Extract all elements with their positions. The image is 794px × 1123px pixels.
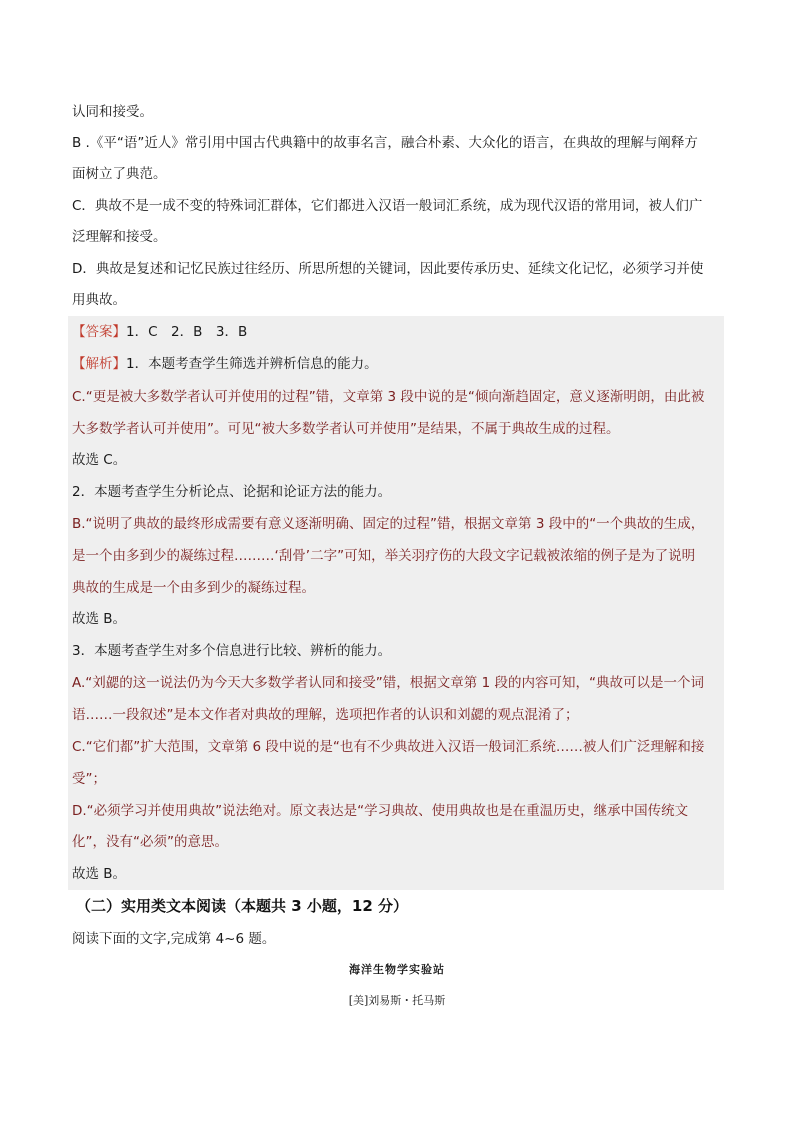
option-a-tail: 认同和接受。 [72,104,153,120]
q1-c-line1: C.“更是被大多数学者认可并使用的过程”错，文章第 3 段中说的是“倾向渐趋固定，意义逐渐明朗，由此被 [72,389,705,405]
q3-d-line2: 化”，没有“必须”的意思。 [72,834,228,850]
q2-b-line1: B.“说明了典故的最终形成需要有意义逐渐明确、固定的过程”错，根据文章第 3 段中的“一个典故的生成， [72,516,705,532]
answer-line [72,322,722,342]
q3-a-line2: 语……一段叙述”是本文作者对典故的理解，选项把作者的认识和刘勰的观点混淆了； [72,707,579,723]
analysis-label: 【解析】 [72,356,126,372]
q2-b-line3: 典故的生成是一个由多到少的凝练过程。 [72,580,315,596]
analysis-line [72,354,722,374]
q3-c-line2: 受”； [72,771,106,787]
q3-a-line1: A.“刘勰的这一说法仍为今天大多数学者认同和接受”错，根据文章第 1 段的内容可知，“典故可以是一个词 [72,675,704,691]
option-c-line2: 泛理解和接受。 [72,229,167,245]
article-title: 海洋生物学实验站 [349,963,445,976]
option-b-line1: B .《平“语”近人》常引用中国古代典籍中的故事名言，融合朴素、大众化的语言，在典故的理解与阐释方 [72,135,698,151]
q2-intro: 2．本题考查学生分析论点、论据和论证方法的能力。 [72,484,392,500]
q3-choice: 故选 B。 [72,866,127,882]
q1-choice: 故选 C。 [72,452,127,468]
q3-c-line1: C.“它们都”扩大范围，文章第 6 段中说的是“也有不少典故进入汉语一般词汇系统……被人们广泛理解和接 [72,739,705,755]
q2-choice: 故选 B。 [72,611,127,627]
section-instruction: 阅读下面的文字,完成第 4~6 题。 [72,931,276,947]
q1-intro: 1．本题考查学生筛选并辨析信息的能力。 [126,356,378,372]
option-d-line1: D．典故是复述和记忆民族过往经历、所思所想的关键词，因此要传承历史、延续文化记忆，必须学习并使 [72,261,704,277]
q3-d-line1: D.“必须学习并使用典故”说法绝对。原文表达是“学习典故、使用典故也是在重温历史，继承中国传统文 [72,803,689,819]
option-c-line1: C．典故不是一成不变的特殊词汇群体，它们都进入汉语一般词汇系统，成为现代汉语的常用词，被人们广 [72,198,703,214]
q2-b-line2: 是一个由多到少的凝练过程………‘刮骨’二字”可知，举关羽疗伤的大段文字记载被浓缩的例子是为了说明 [72,548,696,564]
option-d-line2: 用典故。 [72,292,126,308]
answer-text: 1．C 2．B 3．B [126,324,248,340]
article-author: [美]刘易斯・托马斯 [348,994,446,1007]
option-b-line2: 面树立了典范。 [72,166,167,182]
answer-label: 【答案】 [72,324,126,340]
q3-intro: 3．本题考查学生对多个信息进行比较、辨析的能力。 [72,643,392,659]
section-heading: （二）实用类文本阅读（本题共 3 小题，12 分） [76,897,408,915]
q1-c-line2: 大多数学者认可并使用”。可见“被大多数学者认可并使用”是结果，不属于典故生成的过程。 [72,421,620,437]
